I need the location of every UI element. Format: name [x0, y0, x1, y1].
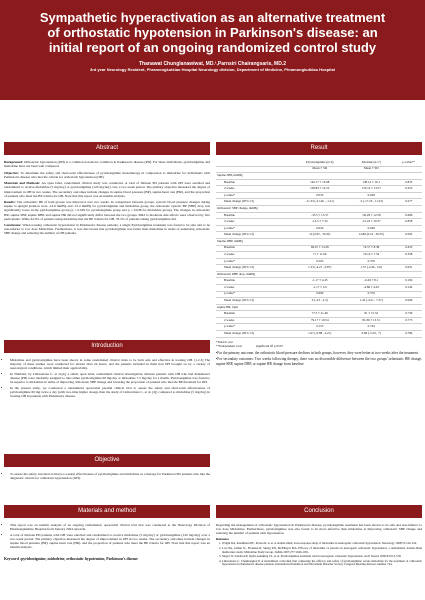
table-cell [396, 304, 422, 311]
table-cell: 79.17 ± 19.54 [293, 317, 347, 324]
reference-item: 3. Singer W, Sandroni P, Opfer-Gehrking TL, et al. Pyridostigmine treatment trial in neurogenic orthostatic hypotension. Arch Neurol 2006;63:513-518. [222, 555, 422, 559]
row-label: Orthostatic DBP drop, mmHg [216, 271, 293, 278]
table-cell: 140.17 ± 10.98 [293, 179, 347, 186]
abstract-panel [4, 160, 210, 238]
abstract-conclusion [4, 223, 210, 235]
table-row [216, 186, 422, 193]
table-row [216, 179, 422, 186]
table-cell: 19 (2.95 , 35.05) [293, 232, 347, 239]
results-text: The orthostatic BP of both groups was improved over two weeks. In comparison between groups, systolic blood pressure changes during supine to upright position were -14.6 mmHg and -15.4 mmHg for pyridostigmine and midodrine group, the orthostatic systolic BP (SBP) drop was significantly lower in the pyridostigmine group (p = 0.029 for pyridostigmine group and p = 0.048 for midodrine group). The changes in orthostatic HR, supine SBP, supine DBP, and supine HR did not significantly differ between the two groups. Mild to moderate side effects were observed by five participants. While 42.9% of patients using midodrine met the BP criteria for OH, 33.3% of patients taking pyridostigmine did. [4, 200, 210, 221]
note-paired: *Paired t test [216, 339, 233, 344]
table-row [216, 298, 422, 305]
table-cell [347, 271, 396, 278]
table-header-cell: Pyridostigmine (n=6) [293, 160, 347, 166]
table-cell: -4.86 ± 4.63 [347, 284, 396, 291]
row-label: Mean change (95% CI) [216, 298, 293, 305]
objective-heading: Objective [4, 454, 210, 467]
conclusion-panel [216, 523, 422, 568]
row-label: Baseline [216, 278, 293, 285]
row-label: p-value* [216, 258, 293, 265]
table-cell: 0.358 [396, 252, 422, 259]
row-label: p-value* [216, 225, 293, 232]
note-row [216, 344, 422, 348]
row-label: Orthostatic SBP change, mmHg [216, 206, 293, 213]
table-cell: 0.153 [293, 324, 347, 331]
conclusion-label: Conclusion: [4, 223, 22, 228]
table-cell: 0.048 [347, 225, 396, 232]
row-label: p-value* [216, 192, 293, 199]
row-label: p-value* [216, 324, 293, 331]
table-cell [347, 304, 396, 311]
row-label: 2 weeks [216, 219, 293, 226]
table-cell: 1.33 (-4.21 , 6.87) [293, 265, 347, 272]
objective-text: To determine the safety and short-term effectiveness of pyridostigmine monotherapy in comparison to midodrine for individuals with Parkinson's disease who met the criteria for orthostatic hypotension (OH). [4, 170, 210, 179]
note-independent: **Independent t test [216, 343, 242, 348]
row-label: Supine SBP, mmHg [216, 173, 293, 180]
table-cell: -6.29 ± 8.1 [347, 278, 396, 285]
table-cell: 0.435 [396, 245, 422, 252]
abstract-methods [4, 181, 210, 197]
table-cell: 74.57 ± 8.38 [347, 245, 396, 252]
table-row [216, 258, 422, 265]
table-cell [293, 271, 347, 278]
result-bullet: •For the primary outcome, the orthostatic blood pressure declines in both groups, however, they were better at two-weeks after the treatment. [216, 350, 419, 355]
table-row [216, 278, 422, 285]
table-cell [396, 324, 422, 331]
table-cell [293, 304, 347, 311]
table-cell [396, 192, 422, 199]
reference-list [216, 542, 422, 567]
table-cell: 81 ± 15.32 [347, 311, 396, 318]
table-notes [216, 340, 422, 348]
table-cell: 0.775 [396, 317, 422, 324]
table-header-cell [396, 166, 422, 173]
table-row [216, 219, 422, 226]
table-cell: 0.858 [396, 219, 422, 226]
table-cell: 138.14 ± 16.1 [347, 179, 396, 186]
table-header-cell: Mean ± SD [347, 166, 396, 173]
table-cell: -1.17 ± 3.6 [293, 284, 347, 291]
row-label: Baseline [216, 311, 293, 318]
table-row [216, 206, 422, 213]
table-cell: 69.67 ± 13.28 [293, 245, 347, 252]
row-label: Supine DBP, mmHg [216, 238, 293, 245]
background-label: Background: [4, 160, 23, 164]
row-label: supine HR, bpm [216, 304, 293, 311]
introduction-heading: Introduction [4, 340, 210, 353]
methods-list [4, 523, 210, 549]
table-cell [347, 173, 396, 180]
table-cell: 0.649 [396, 298, 422, 305]
result-panel [216, 160, 422, 368]
table-cell: 71 ± 11.66 [293, 252, 347, 259]
abstract-results [4, 200, 210, 220]
row-label: Mean change (95% CI) [216, 199, 293, 206]
authors: Thanawat Chunglanawiwat, MD.¹,Parnsiri Chairangsaris, MD.2 [139, 61, 286, 67]
table-cell [347, 206, 396, 213]
table-header-cell: Mean ± SD [293, 166, 347, 173]
affiliation: 3rd year Neurology Resident, Phramongkutklao Hospital Neurology division, Department of Medicine, Phramongkutklao Hospital [90, 67, 335, 72]
table-cell: -11.33 (-21.46 , -1.21) [293, 199, 347, 206]
table-cell: 77.5 ± 21.49 [293, 311, 347, 318]
result-bullet: •For secondary outcomes: Two weeks following therapy, there was no discernible difference between the two groups' orthostatic HR change, supine SBP, supine DBP, or supine HR change from baseline. [216, 357, 422, 366]
list-item: • This report was an interim analysis of an ongoing randomized, open-label clinical trial that was conducted at the Neurology Division of Phramongkutklao Hospital from January 2024 onwards. [10, 523, 210, 531]
table-cell: 76.14 ± 7.54 [347, 252, 396, 259]
table-row [216, 192, 422, 199]
row-label: Baseline [216, 245, 293, 252]
conclusion-text: When treating orthostatic hypotension in Parkinson's disease patients, a single Pyridostigmine treatment was found to be safe and to be non-inferior to low dose Midodrine. Furthermore, it was discovered that pyridostigmine was better than midodrine in terms of enhancing orthostatic SBP change and reducing the number of OH patients. [4, 223, 210, 236]
table-row [216, 199, 422, 206]
table-cell [396, 271, 422, 278]
table-row [216, 265, 422, 272]
table-cell: 0 (-4.3 , 4.3) [293, 298, 347, 305]
table-cell: -15.43 ± 10.37 [347, 219, 396, 226]
references [216, 538, 422, 567]
table-cell [347, 238, 396, 245]
table-cell: 0.196 [396, 278, 422, 285]
table-row [216, 331, 422, 338]
reference-item: 4. Limwattana C, Chaimongkol P. A randomized controlled trial comparing the efficacy and safety of pyridostigmine versus midodrine for the treatment of orthostatic hypotension in Parkinson's disease patients. International Parkinson and Movement Disorder Society Congress Meeting Abstract number 744. [222, 560, 422, 567]
table-cell: 0.999 [293, 291, 347, 298]
table-header-cell: p-value** [396, 160, 422, 166]
table-cell: 0.576 [347, 291, 396, 298]
methods-panel [4, 523, 210, 561]
methods-heading: Materials and method [4, 505, 210, 518]
table-header-cell: Modrine (n=7) [347, 160, 396, 166]
table-cell [396, 258, 422, 265]
table-cell: 0.643 [396, 232, 422, 239]
table-row [216, 317, 422, 324]
table-row [216, 271, 422, 278]
row-label: 2 weeks [216, 252, 293, 259]
list-item: • In Thailand, by Limwattana C. et al.[4], a small, open label, randomized clinical investigation, thirteen patients with OH who had Parkinson's disease (PD) were randomly assigned to take either pyridostigmine 60 mg/day or midodrine 7.5 mg/day for a month. Pyridostigmine was found to be superior to midodrine in terms of improving orthostatic SBP change and lowering the proportion of patients who met the BP threshold for OH. [10, 372, 210, 384]
table-header-cell [216, 166, 293, 173]
abstract-background [4, 160, 210, 168]
table-subheader-row [216, 166, 422, 173]
list-item: • Midodrine and pyridostigmine have been shown in some randomized clinical trials to be both safe and effective in treating OH. [1,2,3] The majority of these studies were conducted for shorter than 24 hours, and the patients included in them had OH brought on by a variety of neurological conditions, which limited their applicability. [10, 358, 210, 370]
table-row [216, 245, 422, 252]
table-cell: 0.686 [396, 212, 422, 219]
introduction-list [4, 358, 210, 398]
list-item: • In the present study, we conducted a randomized open-label parallel clinical trial to assess the safety and short-term effectiveness of pyridostigmine 60 mg twice a day (with two-time higher dosage than the study of Limwattana C, et al. [4]) compared to midodrine (5 mg/day) in treating OH in patients with Parkinson's disease. [10, 386, 210, 398]
row-label: 2 weeks [216, 317, 293, 324]
table-cell: 0.035 [293, 192, 347, 199]
result-bullets [216, 351, 422, 366]
row-label: Mean change (95% CI) [216, 331, 293, 338]
list-item: • A total of thirteen PD patients with OH were enrolled and randomized to receive midodrine (5 mg/day) or pyridostigmine (120 mg/day) over a two-week period. The primary objective measured the degree of improvement in OH in two weeks. The secondary outcomes include changes in supine blood pressure (BP), supine heart rate (HR), and the proportion of patients who meet the BP criteria for OH. Note that this report was an interim analysis. [10, 533, 210, 549]
table-row [216, 252, 422, 259]
abstract-heading: Abstract [4, 142, 210, 155]
row-label: 2 weeks [216, 284, 293, 291]
table-row [216, 232, 422, 239]
table-cell: 14.86 (0.16 , 29.55) [347, 232, 396, 239]
table-cell: 0.835 [396, 179, 422, 186]
reference-item: 2. Low PA, Gilden JL, Freeman R, Sheng KN, McElligott MA. Efficacy of midodrine vs placebo in neurogenic orthostatic hypotension: a randomized, double-blind multicenter study. Midodrine Study Group. JAMA 1997;277:1046-1051. [222, 547, 422, 554]
table-cell [293, 173, 347, 180]
objective-label: Objective: [4, 170, 20, 175]
result-table [216, 160, 422, 338]
table-row [216, 291, 422, 298]
table-cell [396, 206, 422, 213]
table-cell: 0.435 [396, 186, 422, 193]
table-cell: -3 (-17.23 , 11.23) [347, 199, 396, 206]
row-label: Mean change (95% CI) [216, 265, 293, 272]
row-label: Baseline [216, 212, 293, 219]
result-heading: Result [216, 142, 422, 155]
row-label: p-value* [216, 291, 293, 298]
background-text: Orthostatic hypotension (OH) is a common non-motor condition in Parkinson's disease (PD). For these individuals, pyridostigmine and midodrine have not been well compared. [4, 160, 210, 169]
row-label: Mean change (95% CI) [216, 232, 293, 239]
table-cell: 0.744 [347, 324, 396, 331]
table-cell: 0.277 [396, 199, 422, 206]
table-cell: 135.14 ± 13.57 [347, 186, 396, 193]
methods-label: Materials and Methods: [4, 181, 41, 186]
table-cell: -33.5 ± 15.37 [293, 212, 347, 219]
table-cell [293, 206, 347, 213]
table-cell: 81.86 ± 13.51 [347, 317, 396, 324]
reference-heading: Reference [216, 536, 229, 541]
note-significance: significant iff p<0.05 [255, 343, 283, 348]
table-cell: 0.739 [396, 311, 422, 318]
results-label: Results: [4, 200, 16, 205]
table-cell: -1.17 ± 4.45 [293, 278, 347, 285]
row-label: Baseline [216, 179, 293, 186]
poster-title: Sympathetic hyperactivation as an alternative treatment of orthostatic hypotension in Parkinson's disease: an initial report of an ongoing randomized control study [39, 10, 386, 55]
table-cell: 0.029 [293, 225, 347, 232]
table-row [216, 324, 422, 331]
table-cell: 0.86 (-5.29 , 7) [347, 331, 396, 338]
introduction-panel [4, 358, 210, 400]
table-row [216, 238, 422, 245]
table-row [216, 173, 422, 180]
table-cell: -14.5 ± 7.34 [293, 219, 347, 226]
list-item: • To assess the safety and short-term (two weeks) effectiveness of pyridostigmine and midodrine as a therapy for Parkinson PD patients who met the diagnostic criteria for orthostatic hypotension (OH). [10, 472, 210, 480]
table-row [216, 284, 422, 291]
table-cell: 0.628 [347, 192, 396, 199]
table-cell [396, 291, 422, 298]
objective-list [4, 472, 210, 480]
table-cell: 0.563 [293, 258, 347, 265]
table-cell: 1.57 (-2.46 , 5.6) [347, 265, 396, 272]
table-cell: 128.83 ± 14.52 [293, 186, 347, 193]
table-cell: 1.43 (-4.51 , 7.37) [347, 298, 396, 305]
table-cell: 0.784 [396, 331, 422, 338]
table-row [216, 212, 422, 219]
abstract-objective [4, 171, 210, 179]
methods-text: An open label, randomized clinical study was conducted. A total of thirteen PD patients with OH were enrolled and randomized to receive midodrine (5 mg/day) or pyridostigmine (120 mg/day) over a two-week period. The primary objective measured the degree of improvement in OH in two weeks. The secondary outcomes include changes in supine blood pressure (BP), supine heart rate (HR), and the proportion of patients who meet the BP criteria for OH. Note that this report was an interim analysis. [4, 181, 210, 198]
table-cell [396, 238, 422, 245]
keywords: Keyword :pyridostigmine, midodrine, orthostatic hypotension, Parkinson's disease [4, 557, 138, 562]
conclusion-heading: Conclusion [216, 505, 422, 518]
reference-item: 1. Wright RA, Kaufmann HC, Perera R, et al. A double-blind, dose-response study of midodrine in neurogenic orthostatic hypotension. Neurology 1998;51:120-124. [222, 542, 422, 546]
row-label: 2 weeks [216, 186, 293, 193]
table-cell: 1.67 (-0.88 , 4.21) [293, 331, 347, 338]
conclusion-text: Regarding the management of orthostatic hypotension in Parkinson's disease, pyridostigmine treatment has been shown to be safe and non-inferior to low dose Midodrine. Furthermore, pyridostigmine was also found to be more effective than midodrine at improving orthostatic SBP change and reducing the number of patients with hypotension. [216, 523, 422, 536]
table-cell: -30.29 ± 12.58 [347, 212, 396, 219]
table-cell [396, 173, 422, 180]
table-cell [293, 238, 347, 245]
table-row [216, 311, 422, 318]
table-cell: 0.376 [347, 258, 396, 265]
table-row [216, 304, 422, 311]
table-row [216, 225, 422, 232]
table-cell: 0.931 [396, 265, 422, 272]
objective-panel [4, 472, 210, 482]
table-cell: 0.142 [396, 284, 422, 291]
poster-header [0, 0, 425, 100]
table-cell [396, 225, 422, 232]
